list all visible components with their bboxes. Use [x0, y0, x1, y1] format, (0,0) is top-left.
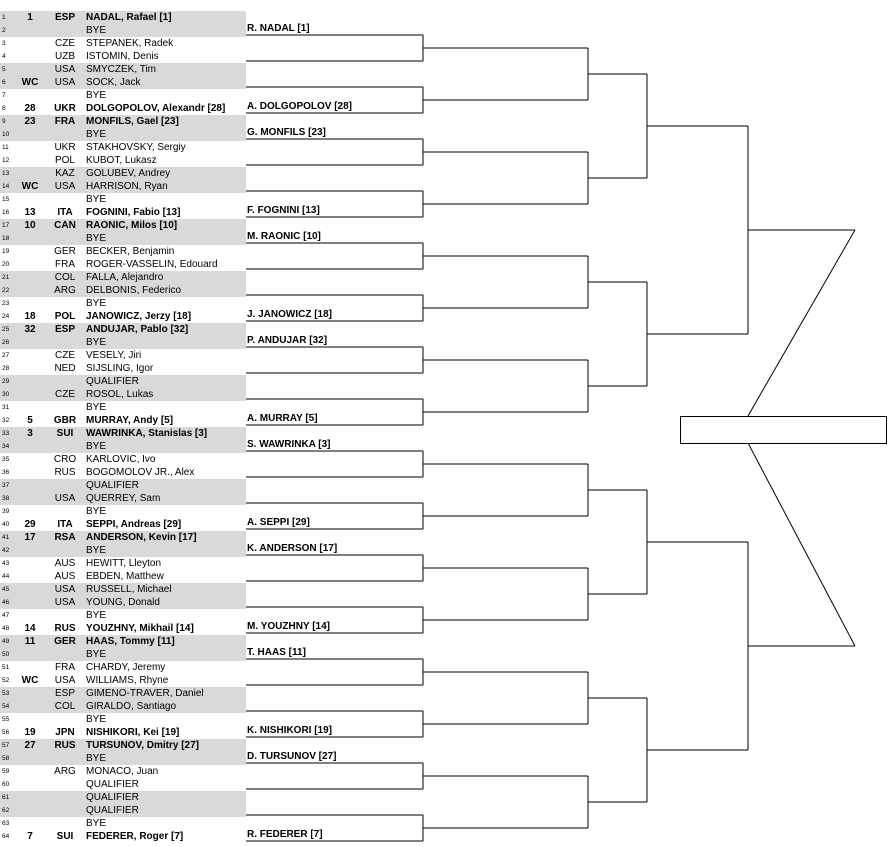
draw-position: 39	[2, 508, 10, 515]
draw-row	[0, 271, 246, 284]
player-name: QUALIFIER	[86, 480, 139, 491]
seed: WC	[21, 181, 39, 192]
round2-player: A. MURRAY [5]	[247, 413, 318, 424]
round2-player: G. MONFILS [23]	[247, 127, 326, 138]
country-code: USA	[54, 584, 76, 595]
player-name: QUALIFIER	[86, 779, 139, 790]
draw-row	[0, 687, 246, 700]
seed: WC	[21, 77, 39, 88]
draw-row	[0, 284, 246, 297]
country-code: UKR	[54, 142, 76, 153]
country-code: ESP	[54, 324, 75, 335]
player-name: SOCK, Jack	[86, 77, 141, 88]
seed: 1	[27, 12, 33, 23]
country-code: FRA	[54, 116, 76, 127]
player-name: FEDERER, Roger [7]	[86, 831, 184, 842]
draw-position: 62	[2, 807, 10, 814]
draw-position: 22	[2, 287, 10, 294]
draw-row	[0, 479, 246, 492]
country-code: ARG	[54, 285, 76, 296]
draw-row	[0, 674, 246, 687]
player-name: STEPANEK, Radek	[86, 38, 174, 49]
country-code: USA	[54, 597, 76, 608]
seed: 32	[24, 324, 36, 335]
draw-position: 36	[2, 469, 10, 476]
draw-position: 2	[2, 27, 6, 34]
draw-position: 31	[2, 404, 10, 411]
player-name: RUSSELL, Michael	[86, 584, 172, 595]
country-code: USA	[54, 64, 76, 75]
country-code: CZE	[55, 38, 75, 49]
draw-row	[0, 791, 246, 804]
player-name: FOGNINI, Fabio [13]	[86, 207, 181, 218]
player-name: BYE	[86, 90, 107, 101]
player-name: BYE	[86, 194, 107, 205]
draw-row	[0, 726, 246, 739]
player-name: BYE	[86, 610, 107, 621]
player-name: NISHIKORI, Kei [19]	[86, 727, 180, 738]
player-name: WILLIAMS, Rhyne	[86, 675, 169, 686]
round2-player: A. SEPPI [29]	[247, 517, 310, 528]
player-name: BYE	[86, 337, 107, 348]
draw-row	[0, 622, 246, 635]
player-name: HEWITT, Lleyton	[86, 558, 162, 569]
draw-position: 58	[2, 755, 10, 762]
draw-position: 19	[2, 248, 10, 255]
draw-row	[0, 115, 246, 128]
round2-player: K. NISHIKORI [19]	[247, 725, 333, 736]
seed: 5	[27, 415, 33, 426]
player-name: GIMENO-TRAVER, Daniel	[86, 688, 204, 699]
seed: 19	[24, 727, 36, 738]
country-code: USA	[54, 77, 76, 88]
player-name: VESELY, Jiri	[86, 350, 142, 361]
player-name: KARLOVIC, Ivo	[86, 454, 156, 465]
draw-position: 60	[2, 781, 10, 788]
player-name: TURSUNOV, Dmitry [27]	[86, 740, 199, 751]
draw-position: 21	[2, 274, 10, 281]
country-code: CZE	[55, 350, 75, 361]
player-name: STAKHOVSKY, Sergiy	[86, 142, 186, 153]
draw-row	[0, 700, 246, 713]
draw-row	[0, 648, 246, 661]
player-name: QUERREY, Sam	[86, 493, 161, 504]
draw-row	[0, 310, 246, 323]
seed: 10	[24, 220, 36, 231]
draw-position: 49	[2, 638, 10, 645]
draw-row	[0, 128, 246, 141]
seed: 7	[27, 831, 33, 842]
draw-position: 59	[2, 768, 10, 775]
draw-position: 50	[2, 651, 10, 658]
country-code: FRA	[55, 259, 75, 270]
country-code: UKR	[54, 103, 76, 114]
player-name: RAONIC, Milos [10]	[86, 220, 178, 231]
draw-row	[0, 427, 246, 440]
draw-position: 35	[2, 456, 10, 463]
round2-player: M. RAONIC [10]	[247, 231, 321, 242]
draw-row	[0, 362, 246, 375]
draw-row	[0, 388, 246, 401]
draw-row	[0, 193, 246, 206]
draw-position: 20	[2, 261, 10, 268]
round2-player: K. ANDERSON [17]	[247, 543, 338, 554]
player-name: BYE	[86, 714, 107, 725]
draw-position: 14	[2, 183, 10, 190]
draw-position: 16	[2, 209, 10, 216]
draw-position: 55	[2, 716, 10, 723]
country-code: POL	[54, 155, 75, 166]
country-code: USA	[54, 493, 76, 504]
draw-row	[0, 466, 246, 479]
draw-position: 56	[2, 729, 10, 736]
round2-player: R. FEDERER [7]	[247, 829, 323, 840]
player-name: YOUNG, Donald	[86, 597, 160, 608]
draw-position: 54	[2, 703, 10, 710]
player-name: SMYCZEK, Tim	[86, 64, 157, 75]
player-name: BYE	[86, 441, 107, 452]
draw-position: 1	[2, 14, 6, 21]
draw-position: 40	[2, 521, 10, 528]
country-code: ITA	[57, 519, 73, 530]
country-code: AUS	[54, 571, 76, 582]
player-name: SIJSLING, Igor	[86, 363, 154, 374]
player-name: ANDUJAR, Pablo [32]	[86, 324, 189, 335]
player-name: MONACO, Juan	[86, 766, 159, 777]
country-code: FRA	[55, 662, 75, 673]
country-code: USA	[54, 675, 76, 686]
draw-row	[0, 661, 246, 674]
draw-position: 15	[2, 196, 10, 203]
round2-player: M. YOUZHNY [14]	[247, 621, 330, 632]
draw-position: 23	[2, 300, 10, 307]
seed: 23	[24, 116, 36, 127]
draw-row	[0, 531, 246, 544]
draw-position: 4	[2, 53, 6, 60]
player-name: JANOWICZ, Jerzy [18]	[86, 311, 192, 322]
draw-row	[0, 544, 246, 557]
player-name: ANDERSON, Kevin [17]	[86, 532, 197, 543]
country-code: ESP	[54, 12, 75, 23]
country-code: CZE	[55, 389, 75, 400]
player-name: CHARDY, Jeremy	[86, 662, 166, 673]
player-name: QUALIFIER	[86, 805, 139, 816]
draw-position: 63	[2, 820, 10, 827]
draw-row	[0, 11, 246, 24]
draw-position: 52	[2, 677, 10, 684]
draw-row	[0, 167, 246, 180]
draw-row	[0, 375, 246, 388]
country-code: UZB	[55, 51, 75, 62]
draw-row	[0, 206, 246, 219]
draw-row	[0, 778, 246, 791]
draw-position: 24	[2, 313, 10, 320]
draw-position: 48	[2, 625, 10, 632]
draw-position: 3	[2, 40, 6, 47]
draw-row	[0, 258, 246, 271]
draw-position: 46	[2, 599, 10, 606]
round2-player: A. DOLGOPOLOV [28]	[247, 101, 353, 112]
draw-row	[0, 414, 246, 427]
country-code: RSA	[54, 532, 76, 543]
draw-row	[0, 830, 246, 843]
draw-position: 32	[2, 417, 10, 424]
player-name: ROGER-VASSELIN, Edouard	[86, 259, 218, 270]
draw-row	[0, 596, 246, 609]
country-code: COL	[54, 272, 76, 283]
draw-position: 37	[2, 482, 10, 489]
round2-player: J. JANOWICZ [18]	[247, 309, 333, 320]
player-name: EBDEN, Matthew	[86, 571, 164, 582]
draw-row	[0, 505, 246, 518]
country-code: KAZ	[55, 168, 75, 179]
round2-player: D. TURSUNOV [27]	[247, 751, 337, 762]
player-name: DOLGOPOLOV, Alexandr [28]	[86, 103, 226, 114]
draw-row	[0, 245, 246, 258]
player-name: BOGOMOLOV JR., Alex	[86, 467, 195, 478]
draw-position: 64	[2, 833, 10, 840]
seed: 27	[24, 740, 36, 751]
draw-row	[0, 336, 246, 349]
draw-row	[0, 609, 246, 622]
country-code: USA	[54, 181, 76, 192]
draw-position: 57	[2, 742, 10, 749]
draw-row	[0, 440, 246, 453]
round2-player: R. NADAL [1]	[247, 23, 310, 34]
country-code: RUS	[54, 467, 76, 478]
player-name: BYE	[86, 649, 107, 660]
draw-row	[0, 154, 246, 167]
seed: 29	[24, 519, 36, 530]
draw-row	[0, 50, 246, 63]
draw-row	[0, 24, 246, 37]
draw-row	[0, 453, 246, 466]
country-code: NED	[54, 363, 76, 374]
player-name: BYE	[86, 25, 107, 36]
draw-position: 11	[2, 144, 9, 151]
draw-position: 38	[2, 495, 10, 502]
draw-position: 7	[2, 92, 6, 99]
draw-position: 8	[2, 105, 6, 112]
player-name: WAWRINKA, Stanislas [3]	[86, 428, 208, 439]
round2-player: F. FOGNINI [13]	[247, 205, 320, 216]
draw-position: 41	[2, 534, 10, 541]
draw-row	[0, 570, 246, 583]
seed: 17	[24, 532, 36, 543]
country-code: JPN	[55, 727, 75, 738]
round2-player: P. ANDUJAR [32]	[247, 335, 328, 346]
country-code: POL	[54, 311, 76, 322]
player-name: MURRAY, Andy [5]	[86, 415, 174, 426]
country-code: COL	[54, 701, 76, 712]
player-name: YOUZHNY, Mikhail [14]	[86, 623, 194, 634]
player-name: SEPPI, Andreas [29]	[86, 519, 182, 530]
draw-position: 10	[2, 131, 10, 138]
player-name: KUBOT, Lukasz	[86, 155, 157, 166]
country-code: RUS	[54, 740, 76, 751]
draw-row	[0, 401, 246, 414]
draw-row	[0, 518, 246, 531]
draw-position: 28	[2, 365, 10, 372]
draw-position: 53	[2, 690, 10, 697]
draw-row	[0, 297, 246, 310]
draw-row	[0, 63, 246, 76]
country-code: GBR	[53, 415, 77, 426]
draw-position: 61	[2, 794, 10, 801]
draw-position: 44	[2, 573, 10, 580]
draw-row	[0, 804, 246, 817]
draw-position: 43	[2, 560, 10, 567]
draw-row	[0, 557, 246, 570]
draw-position: 29	[2, 378, 10, 385]
round2-player: S. WAWRINKA [3]	[247, 439, 331, 450]
seed: 14	[24, 623, 36, 634]
draw-row	[0, 739, 246, 752]
country-code: GER	[54, 636, 76, 647]
draw-position: 33	[2, 430, 10, 437]
draw-row	[0, 817, 246, 830]
draw-row	[0, 752, 246, 765]
country-code: GER	[54, 246, 76, 257]
draw-position: 47	[2, 612, 10, 619]
player-name: BYE	[86, 818, 107, 829]
draw-row	[0, 349, 246, 362]
draw-row	[0, 635, 246, 648]
player-name: QUALIFIER	[86, 792, 139, 803]
country-code: ITA	[57, 207, 73, 218]
draw-position: 18	[2, 235, 10, 242]
player-name: HARRISON, Ryan	[86, 181, 168, 192]
draw-row	[0, 765, 246, 778]
final-diagonal	[748, 230, 855, 416]
draw-position: 27	[2, 352, 10, 359]
player-name: MONFILS, Gael [23]	[86, 116, 179, 127]
draw-row	[0, 492, 246, 505]
player-name: DELBONIS, Federico	[86, 285, 182, 296]
seed: 28	[24, 103, 36, 114]
player-name: BYE	[86, 129, 107, 140]
country-code: SUI	[56, 428, 74, 439]
draw-row	[0, 180, 246, 193]
country-code: SUI	[56, 831, 74, 842]
seed: 18	[24, 311, 36, 322]
player-name: BECKER, Benjamin	[86, 246, 175, 257]
draw-row	[0, 583, 246, 596]
player-name: BYE	[86, 506, 107, 517]
seed: 13	[24, 207, 36, 218]
draw-position: 5	[2, 66, 6, 73]
draw-row	[0, 102, 246, 115]
player-name: ISTOMIN, Denis	[86, 51, 159, 62]
draw-position: 26	[2, 339, 10, 346]
round2-player: T. HAAS [11]	[247, 647, 306, 658]
draw-position: 45	[2, 586, 10, 593]
draw-row	[0, 232, 246, 245]
draw-row	[0, 37, 246, 50]
player-name: ROSOL, Lukas	[86, 389, 154, 400]
player-name: FALLA, Alejandro	[86, 272, 164, 283]
country-code: RUS	[54, 623, 76, 634]
draw-row	[0, 89, 246, 102]
draw-row	[0, 713, 246, 726]
country-code: ARG	[54, 766, 76, 777]
seed: 11	[24, 636, 36, 647]
player-name: GIRALDO, Santiago	[86, 701, 177, 712]
draw-position: 34	[2, 443, 10, 450]
player-name: NADAL, Rafael [1]	[86, 12, 172, 23]
final-diagonal	[748, 443, 855, 646]
draw-position: 25	[2, 326, 10, 333]
player-name: BYE	[86, 233, 107, 244]
country-code: CAN	[54, 220, 76, 231]
champion-box	[680, 416, 887, 444]
player-name: QUALIFIER	[86, 376, 139, 387]
seed: 3	[27, 428, 33, 439]
draw-row	[0, 323, 246, 336]
draw-row	[0, 219, 246, 232]
draw-position: 6	[2, 79, 6, 86]
seed: WC	[21, 675, 39, 686]
player-name: BYE	[86, 298, 107, 309]
player-name: GOLUBEV, Andrey	[86, 168, 171, 179]
draw-position: 42	[2, 547, 10, 554]
country-code: CRO	[53, 454, 77, 465]
draw-position: 13	[2, 170, 10, 177]
player-name: HAAS, Tommy [11]	[86, 636, 175, 647]
draw-position: 30	[2, 391, 10, 398]
player-name: BYE	[86, 545, 107, 556]
player-name: BYE	[86, 753, 107, 764]
player-name: BYE	[86, 402, 107, 413]
draw-row	[0, 141, 246, 154]
draw-row	[0, 76, 246, 89]
draw-position: 51	[2, 664, 10, 671]
country-code: ESP	[54, 688, 75, 699]
draw-position: 17	[2, 222, 10, 229]
draw-position: 12	[2, 157, 10, 164]
country-code: AUS	[54, 558, 76, 569]
draw-position: 9	[2, 118, 6, 125]
